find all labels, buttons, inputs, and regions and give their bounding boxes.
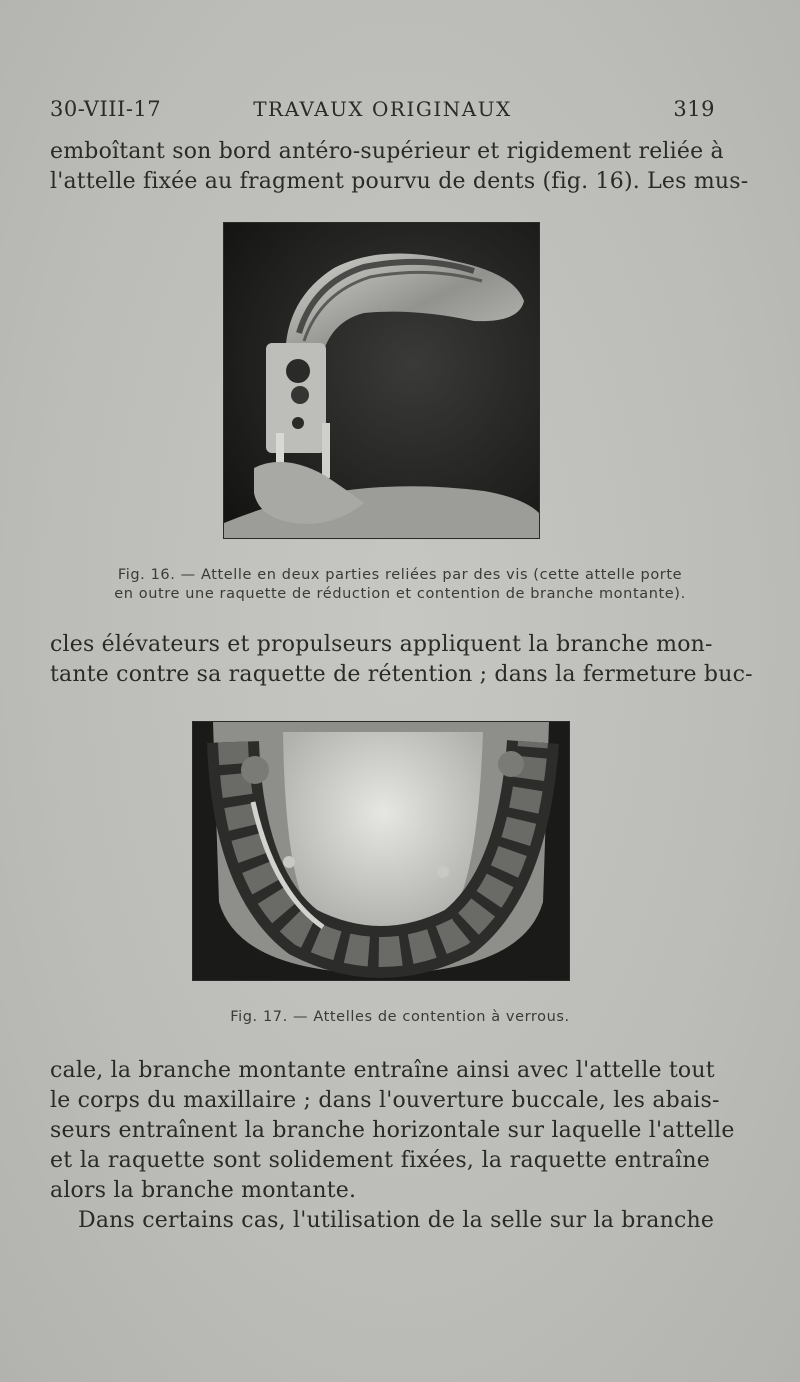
header-date: 30-VIII-17 bbox=[50, 97, 162, 121]
text-line: emboîtant son bord antéro-supérieur et rigidement reliée à bbox=[50, 139, 724, 164]
text-line: cale, la branche montante entraîne ainsi avec l'attelle tout bbox=[50, 1058, 715, 1083]
text-line: l'attelle fixée au fragment pourvu de dents (fig. 16). Les mus- bbox=[50, 169, 749, 194]
text-line: alors la branche montante. bbox=[50, 1178, 357, 1203]
paragraph-4 bbox=[50, 1206, 715, 1236]
caption-line: en outre une raquette de réduction et contention de branche montante). bbox=[114, 586, 686, 602]
caption-line: Fig. 16. — Attelle en deux parties reliées par des vis (cette attelle porte bbox=[117, 567, 683, 583]
running-head bbox=[50, 97, 715, 129]
text-line: tante contre sa raquette de rétention ; dans la fermeture buc- bbox=[50, 662, 753, 687]
paragraph-2 bbox=[50, 630, 753, 690]
figure-16-photo bbox=[224, 223, 539, 538]
page-number: 319 bbox=[673, 97, 715, 121]
text-line: et la raquette sont solidement fixées, la raquette entraîne bbox=[50, 1148, 710, 1173]
text-line: seurs entraînent la branche horizontale sur laquelle l'attelle bbox=[50, 1118, 735, 1143]
figure-17-photo bbox=[193, 722, 569, 980]
paragraph-3 bbox=[50, 1056, 735, 1206]
paragraph-1 bbox=[50, 137, 749, 197]
figure-17-caption bbox=[60, 1008, 740, 1027]
caption-line: Fig. 17. — Attelles de contention à verrous. bbox=[230, 1009, 570, 1025]
header-section-title: TRAVAUX ORIGINAUX bbox=[253, 97, 512, 121]
text-line: Dans certains cas, l'utilisation de la selle sur la branche bbox=[78, 1208, 715, 1233]
text-line: le corps du maxillaire ; dans l'ouverture buccale, les abais- bbox=[50, 1088, 720, 1113]
figure-16-caption bbox=[60, 566, 740, 604]
text-line: cles élévateurs et propulseurs appliquent la branche mon- bbox=[50, 632, 713, 657]
